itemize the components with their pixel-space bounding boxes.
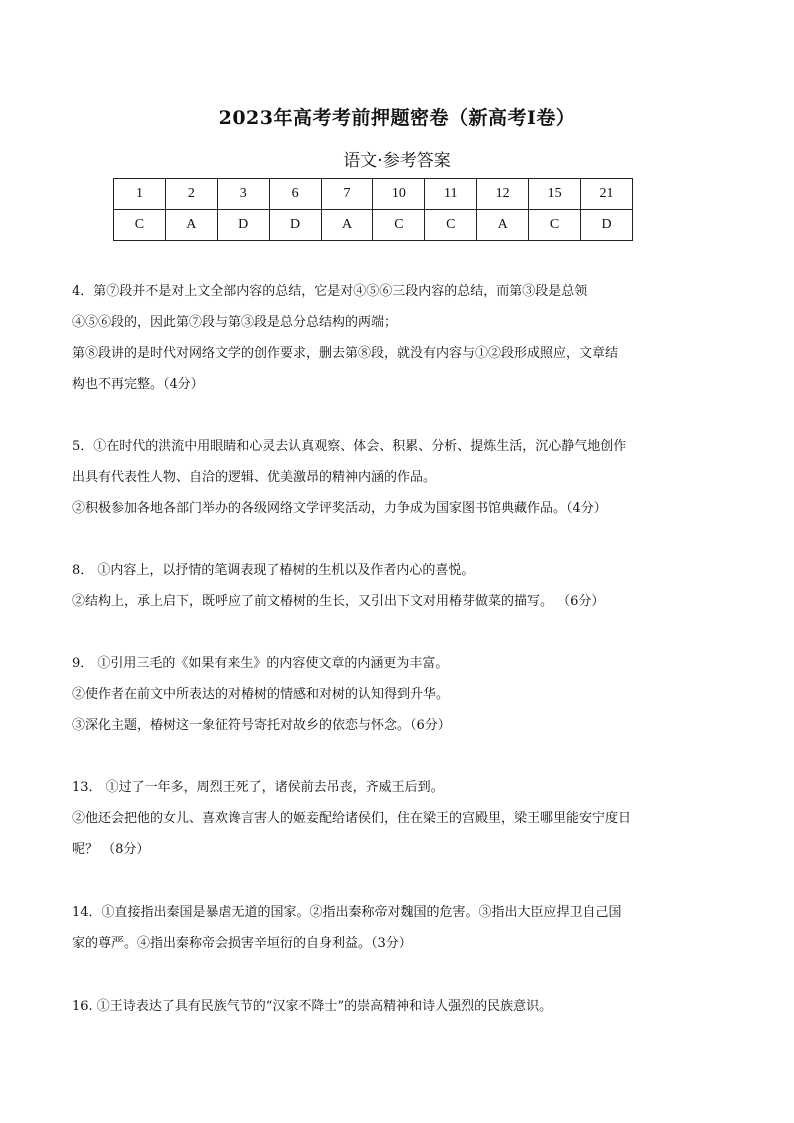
answer-cell: A — [321, 210, 373, 241]
question-number-cell: 2 — [165, 179, 217, 210]
answer-line: ②结构上，承上启下，既呼应了前文椿树的生长，又引出下文对用椿芽做菜的描写。 （6分） — [72, 594, 605, 609]
answer-cell: C — [373, 210, 425, 241]
answer-line: 第⑧段讲的是时代对网络文学的创作要求，删去第⑧段，就没有内容与①②段形成照应，文章结 — [72, 346, 619, 361]
question-number-cell: 12 — [477, 179, 529, 210]
answer-line: 8． ①内容上，以抒情的笔调表现了椿树的生机以及作者内心的喜悦。 — [72, 563, 475, 578]
answer-line: ②积极参加各地各部门举办的各级网络文学评奖活动，力争成为国家图书馆典藏作品。（4分） — [72, 501, 607, 516]
question-number-cell: 6 — [269, 179, 321, 210]
question-number-cell: 7 — [321, 179, 373, 210]
answer-cell: A — [165, 210, 217, 241]
answer-line: 呢？ （8分） — [72, 842, 150, 857]
answer-line: 14．①直接指出秦国是暴虐无道的国家。②指出秦称帝对魏国的危害。③指出大臣应捍卫自己国 — [72, 905, 622, 920]
answer-line: 出具有代表性人物、自洽的逻辑、优美激昂的精神内涵的作品。 — [72, 470, 437, 485]
answer-line: ②他还会把他的女儿、喜欢谗言害人的姬妾配给诸侯们，住在梁王的宫殿里，梁王哪里能安宁度日 — [72, 811, 632, 826]
answer-line: ③深化主题，椿树这一象征符号寄托对故乡的依恋与怀念。（6分） — [72, 718, 451, 733]
answer-item-13 — [72, 772, 692, 865]
answer-line: 4．第⑦段并不是对上文全部内容的总结，它是对④⑤⑥三段内容的总结，而第③段是总领 — [72, 284, 588, 299]
answer-line: 9． ①引用三毛的《如果有来生》的内容使文章的内涵更为丰富。 — [72, 656, 449, 671]
answer-line: 13． ①过了一年多，周烈王死了，诸侯前去吊丧，齐威王后到。 — [72, 780, 444, 795]
question-number-cell: 1 — [114, 179, 166, 210]
answer-line: 构也不再完整。（4分） — [72, 377, 204, 392]
answer-item-4 — [72, 276, 692, 400]
answer-line: ④⑤⑥段的，因此第⑦段与第③段是总分总结构的两端； — [72, 315, 398, 330]
answer-item-8 — [72, 555, 692, 617]
answer-item-14 — [72, 897, 692, 959]
question-number-cell: 10 — [373, 179, 425, 210]
answer-cell: D — [581, 210, 633, 241]
answer-item-9 — [72, 648, 692, 741]
answer-line: 家的尊严。④指出秦称帝会损害辛垣衍的自身利益。（3分） — [72, 936, 412, 951]
question-number-cell: 15 — [529, 179, 581, 210]
answer-row — [114, 210, 633, 241]
answer-line: 16. ①王诗表达了具有民族气节的“汉家不降士”的崇高精神和诗人强烈的民族意识。 — [72, 999, 553, 1014]
question-number-row — [114, 179, 633, 210]
answer-cell: C — [114, 210, 166, 241]
answer-cell: D — [217, 210, 269, 241]
answer-cell: C — [425, 210, 477, 241]
answer-line: 5．①在时代的洪流中用眼睛和心灵去认真观察、体会、积累、分析、提炼生活，沉心静气地创作 — [72, 439, 627, 454]
page-title: 2023年高考考前押题密卷（新高考Ⅰ卷） — [218, 107, 576, 129]
answer-cell: A — [477, 210, 529, 241]
answer-cell: C — [529, 210, 581, 241]
answer-table — [113, 178, 633, 241]
answer-line: ②使作者在前文中所表达的对椿树的情感和对树的认知得到升华。 — [72, 687, 450, 702]
question-number-cell: 21 — [581, 179, 633, 210]
page-subtitle: 语文·参考答案 — [343, 151, 451, 171]
answer-cell: D — [269, 210, 321, 241]
question-number-cell: 3 — [217, 179, 269, 210]
answer-item-5 — [72, 431, 692, 524]
answer-item-16 — [72, 991, 692, 1022]
question-number-cell: 11 — [425, 179, 477, 210]
